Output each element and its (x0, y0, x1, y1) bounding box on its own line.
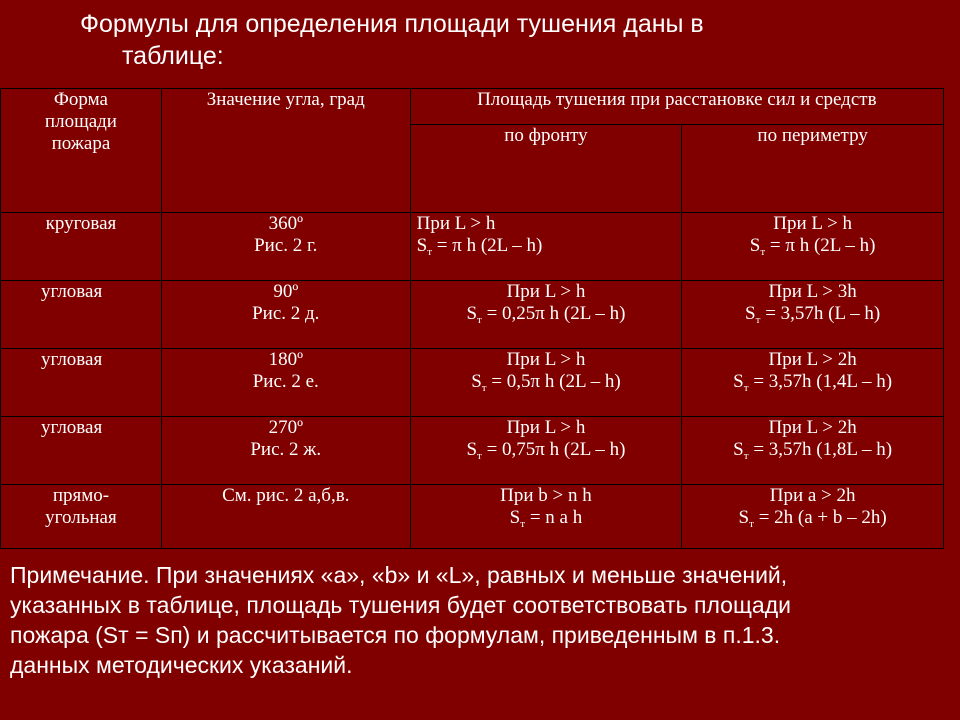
header-form-line-1: Форма (53, 89, 108, 110)
form-line-2: угольная (45, 507, 117, 528)
front-formula (417, 303, 676, 327)
formula-expression: = n a h (525, 507, 583, 528)
table-row (1, 281, 944, 349)
table-row (1, 213, 944, 281)
perimeter-condition: При L > 2h (768, 349, 857, 370)
note-line-1: Примечание. При значениях «a», «b» и «L», равных и меньше значений, (10, 562, 788, 588)
front-formula (417, 371, 676, 395)
front-condition: При L > h (506, 417, 586, 438)
cell-angle (161, 485, 410, 549)
figure-ref: Рис. 2 д. (252, 303, 320, 324)
perimeter-formula (688, 303, 937, 327)
cell-front (410, 417, 682, 485)
formula-symbol: S (733, 439, 744, 460)
front-formula (417, 235, 676, 259)
formula-subscript: т (743, 450, 749, 462)
cell-perimeter (682, 281, 944, 349)
formula-subscript: т (427, 246, 433, 258)
formula-expression: = 3,57h (1,4L – h) (748, 371, 893, 392)
perimeter-formula (688, 507, 937, 531)
formula-subscript: т (481, 382, 487, 394)
formula-symbol: S (738, 507, 750, 528)
perimeter-formula (688, 371, 937, 395)
table-row (1, 349, 944, 417)
note-line-4: данных методических указаний. (10, 652, 353, 678)
header-form-line-3: пожара (51, 133, 111, 154)
cell-perimeter (682, 213, 944, 281)
front-condition: При b > n h (500, 485, 592, 506)
cell-front (410, 213, 682, 281)
header-angle: Значение угла, град (161, 89, 410, 213)
formula-expression: = 0,25π h (2L – h) (481, 303, 626, 324)
note-paragraph (10, 560, 945, 680)
cell-angle (161, 417, 410, 485)
header-area: Площадь тушения при расстановке сил и средств (410, 89, 943, 125)
formula-symbol: S (509, 507, 521, 528)
note-line-3: пожара (Sт = Sп) и рассчитывается по формулам, приведенным в п.1.3. (10, 622, 781, 648)
cell-perimeter (682, 417, 944, 485)
formula-table (0, 88, 944, 549)
perimeter-formula (688, 439, 937, 463)
formula-subscript: т (477, 314, 482, 326)
title-line-2: таблице: (122, 42, 224, 70)
figure-ref: См. рис. 2 а,б,в. (222, 485, 350, 506)
formula-expression: = 3,57h (1,8L – h) (748, 439, 893, 460)
front-condition: При L > h (506, 349, 586, 370)
angle-value: 180º (268, 349, 303, 370)
formula-symbol: S (471, 371, 482, 392)
formula-subscript: т (760, 246, 766, 258)
angle-value: 270º (268, 417, 303, 438)
formula-symbol: S (749, 235, 761, 256)
formula-symbol: S (745, 303, 756, 324)
formula-expression: = π h (2L – h) (432, 235, 543, 256)
cell-angle (161, 349, 410, 417)
front-condition: При L > h (506, 281, 586, 302)
cell-perimeter (682, 485, 944, 549)
formula-symbol: S (466, 439, 478, 460)
perimeter-formula (688, 235, 937, 259)
title-line-1: Формулы для определения площади тушения даны в (80, 10, 704, 38)
cell-form: угловая (1, 349, 162, 417)
cell-front (410, 349, 682, 417)
form-line-1: прямо- (52, 485, 110, 506)
front-formula (417, 439, 676, 463)
front-condition: При L > h (416, 213, 496, 234)
slide-title (80, 8, 900, 72)
formula-expression: = 2h (a + b – 2h) (753, 507, 887, 528)
note-line-2: указанных в таблице, площадь тушения будет соответствовать площади (10, 592, 791, 618)
formula-symbol: S (416, 235, 428, 256)
formula-symbol: S (733, 371, 744, 392)
cell-perimeter (682, 349, 944, 417)
formula-symbol: S (466, 303, 478, 324)
cell-angle (161, 213, 410, 281)
perimeter-condition: При a > 2h (769, 485, 856, 506)
figure-ref: Рис. 2 ж. (250, 439, 322, 460)
formula-subscript: т (477, 450, 482, 462)
perimeter-condition: При L > 2h (768, 417, 857, 438)
cell-front (410, 281, 682, 349)
figure-ref: Рис. 2 е. (252, 371, 319, 392)
cell-form: угловая (1, 417, 162, 485)
perimeter-condition: При L > 3h (768, 281, 857, 302)
angle-value: 360º (268, 213, 303, 234)
formula-expression: = 3,57h (L – h) (760, 303, 881, 324)
header-form (1, 89, 162, 213)
formula-subscript: т (520, 518, 526, 530)
figure-ref: Рис. 2 г. (254, 235, 318, 256)
cell-form: угловая (1, 281, 162, 349)
formula-subscript: т (743, 382, 749, 394)
header-perimeter: по периметру (682, 125, 944, 213)
header-front: по фронту (410, 125, 682, 213)
table-row (1, 417, 944, 485)
formula-expression: = 0,75π h (2L – h) (481, 439, 626, 460)
angle-value: 90º (273, 281, 299, 302)
cell-form: круговая (1, 213, 162, 281)
formula-expression: = 0,5π h (2L – h) (486, 371, 621, 392)
perimeter-condition: При L > h (773, 213, 853, 234)
front-formula (417, 507, 676, 531)
cell-form (1, 485, 162, 549)
formula-expression: = π h (2L – h) (765, 235, 876, 256)
header-form-line-2: площади (44, 111, 117, 132)
header-row (1, 89, 944, 125)
cell-angle (161, 281, 410, 349)
formula-subscript: т (749, 518, 754, 530)
cell-front (410, 485, 682, 549)
formula-subscript: т (755, 314, 761, 326)
table-row (1, 485, 944, 549)
